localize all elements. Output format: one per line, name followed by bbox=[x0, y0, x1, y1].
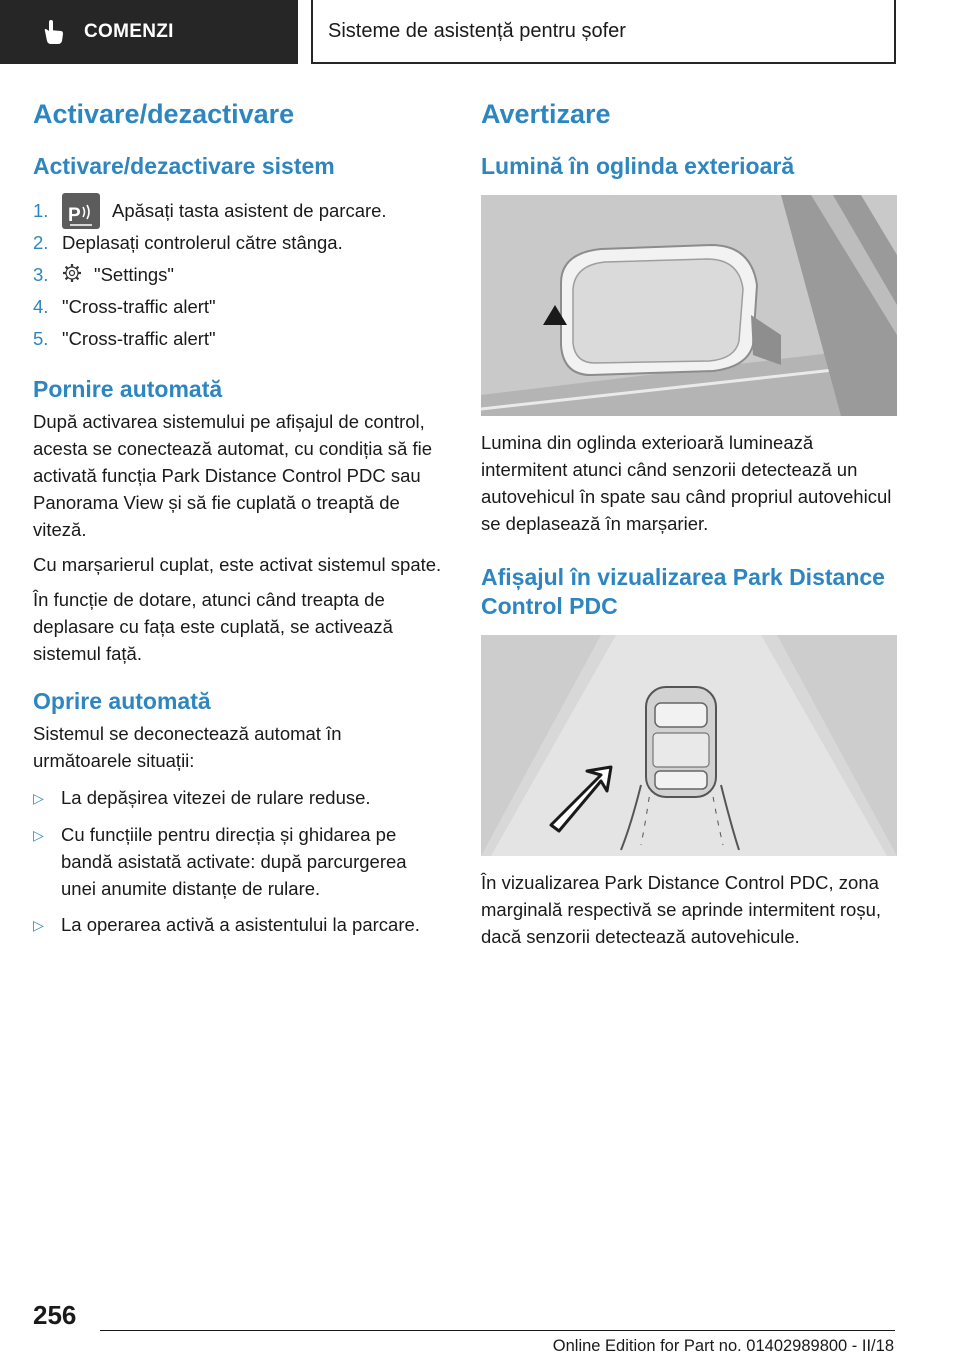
step-item bbox=[33, 291, 443, 323]
list-item-text: La operarea activă a asistentului la parcare. bbox=[61, 913, 420, 935]
section-heading-activation: Activare/dezactivare bbox=[33, 99, 295, 129]
left-column bbox=[33, 98, 443, 948]
step-text: Deplasați controlerul către stânga. bbox=[62, 232, 343, 254]
list-item bbox=[33, 821, 443, 902]
mirror-illustration bbox=[481, 195, 897, 416]
list-item-text: Cu funcțiile pentru direcția și ghidarea pe bandă asistată activate: după parcurgerea unei anumite distanțe de rulare. bbox=[61, 823, 407, 899]
subheading-auto-stop: Oprire automată bbox=[33, 687, 211, 714]
step-text: Apăsați tasta asistent de parcare. bbox=[112, 200, 387, 222]
triangle-bullet-icon: ▷ bbox=[33, 789, 44, 806]
section-title-box bbox=[311, 0, 896, 64]
step-number: 2. bbox=[33, 232, 49, 254]
chapter-label: COMENZI bbox=[84, 21, 174, 42]
list-item bbox=[33, 911, 443, 939]
subheading-pdc-view: Afișajul în vizualizarea Park Distance Control PDC bbox=[481, 564, 885, 619]
footer-divider bbox=[100, 1330, 895, 1331]
list-item-text: La depășirea vitezei de rulare reduse. bbox=[61, 786, 371, 808]
page-number: 256 bbox=[33, 1300, 77, 1330]
step-number: 4. bbox=[33, 296, 49, 318]
pdc-view-illustration bbox=[481, 635, 897, 856]
step-item bbox=[33, 259, 443, 291]
paragraph: Cu marșarierul cuplat, este activat sistemul spate. bbox=[33, 553, 442, 575]
auto-stop-list bbox=[33, 784, 443, 939]
activation-steps bbox=[33, 195, 443, 355]
park-assist-button-icon bbox=[62, 193, 100, 229]
list-item bbox=[33, 784, 443, 812]
hand-pointer-icon bbox=[42, 19, 64, 45]
subheading-mirror-light: Lumină în oglinda exterioară bbox=[481, 153, 795, 180]
step-item bbox=[33, 195, 443, 227]
edition-note: Online Edition for Part no. 01402989800 - II/18 bbox=[552, 1337, 894, 1355]
section-title: Sisteme de asistență pentru șofer bbox=[328, 19, 626, 42]
step-text: "Settings" bbox=[94, 264, 174, 286]
svg-text:P: P bbox=[68, 205, 81, 227]
section-heading-warning: Avertizare bbox=[481, 99, 611, 129]
triangle-bullet-icon: ▷ bbox=[33, 826, 44, 843]
step-number: 3. bbox=[33, 264, 49, 286]
paragraph: Sistemul se deconectează automat în următoarele situații: bbox=[33, 722, 342, 771]
step-number: 1. bbox=[33, 200, 49, 222]
paragraph: Lumina din oglinda exterioară luminează intermitent atunci când senzorii detectează un autovehicul în spate sau când propriul autovehicul se deplasează în marșarier. bbox=[481, 432, 892, 535]
settings-gear-icon bbox=[62, 263, 82, 288]
step-item bbox=[33, 323, 443, 355]
paragraph: În funcție de dotare, atunci când treapta de deplasare cu fața este cuplată, se activează sistemul față. bbox=[33, 588, 393, 664]
subheading-activation-system: Activare/dezactivare sistem bbox=[33, 153, 335, 180]
step-text: "Cross-traffic alert" bbox=[62, 296, 216, 318]
right-column bbox=[481, 98, 897, 950]
subheading-auto-start: Pornire automată bbox=[33, 376, 223, 403]
step-text: "Cross-traffic alert" bbox=[62, 328, 216, 350]
paragraph: După activarea sistemului pe afișajul de control, acesta se conectează automat, cu condiția să fie activată funcția Park Distance Control PDC sau Panorama View și să fie cuplată o treaptă de viteză. bbox=[33, 410, 433, 540]
paragraph: În vizualizarea Park Distance Control PDC, zona marginală respectivă se aprinde intermitent roșu, dacă senzorii detectează autovehicule. bbox=[481, 871, 881, 947]
step-item bbox=[33, 227, 443, 259]
chapter-tab[interactable] bbox=[0, 0, 298, 64]
triangle-bullet-icon: ▷ bbox=[33, 916, 44, 933]
step-number: 5. bbox=[33, 328, 49, 350]
